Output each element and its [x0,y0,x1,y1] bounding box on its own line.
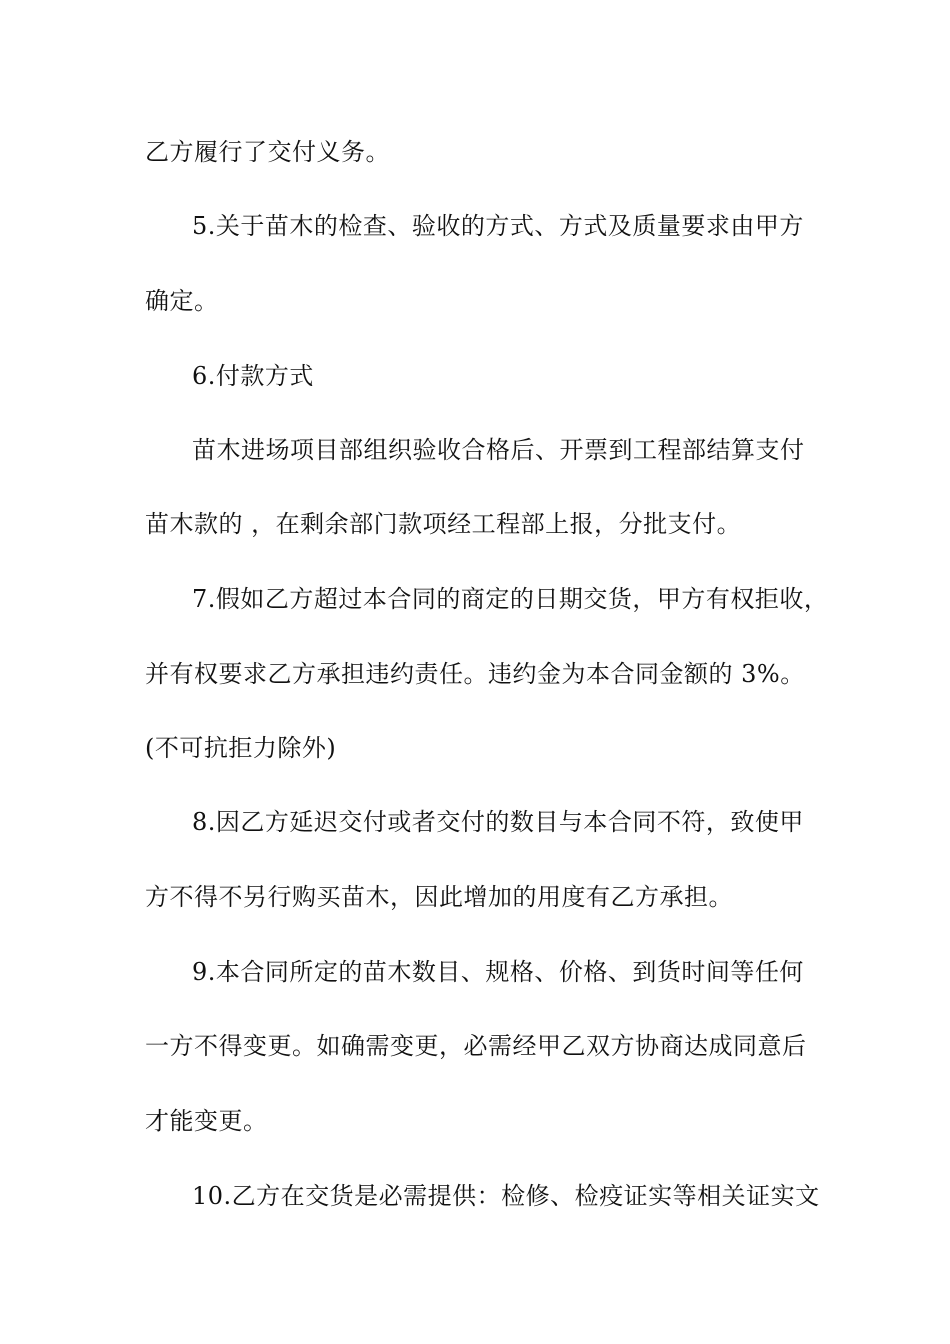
text-line-7: 7.假如乙方超过本合同的商定的日期交货，甲方有权拒收， [192,585,829,613]
text-line-11: 方不得不另行购买苗木，因此增加的用度有乙方承担。 [145,883,733,911]
text-line-6: 苗木款的 ，在剩余部门款项经工程部上报，分批支付。 [145,510,742,538]
text-line-1: 乙方履行了交付义务。 [145,138,390,166]
text-line-10: 8.因乙方延迟交付或者交付的数目与本合同不符，致使甲 [192,808,804,836]
text-line-4: 6.付款方式 [192,362,314,390]
text-line-2: 5.关于苗木的检查、验收的方式、方式及质量要求由甲方 [192,212,804,240]
text-line-5: 苗木进场项目部组织验收合格后、开票到工程部结算支付 [192,436,805,464]
text-line-14: 才能变更。 [145,1107,268,1135]
text-line-3: 确定。 [145,287,219,315]
text-line-8: 并有权要求乙方承担违约责任。违约金为本合同金额的 3%。 [145,660,805,688]
text-line-15: 10.乙方在交货是必需提供：检修、检疫证实等相关证实文 [192,1182,820,1210]
text-line-9: (不可抗拒力除外) [145,734,337,762]
text-line-13: 一方不得变更。如确需变更，必需经甲乙双方协商达成同意后 [145,1032,807,1060]
text-line-12: 9.本合同所定的苗木数目、规格、价格、到货时间等任何 [192,958,804,986]
